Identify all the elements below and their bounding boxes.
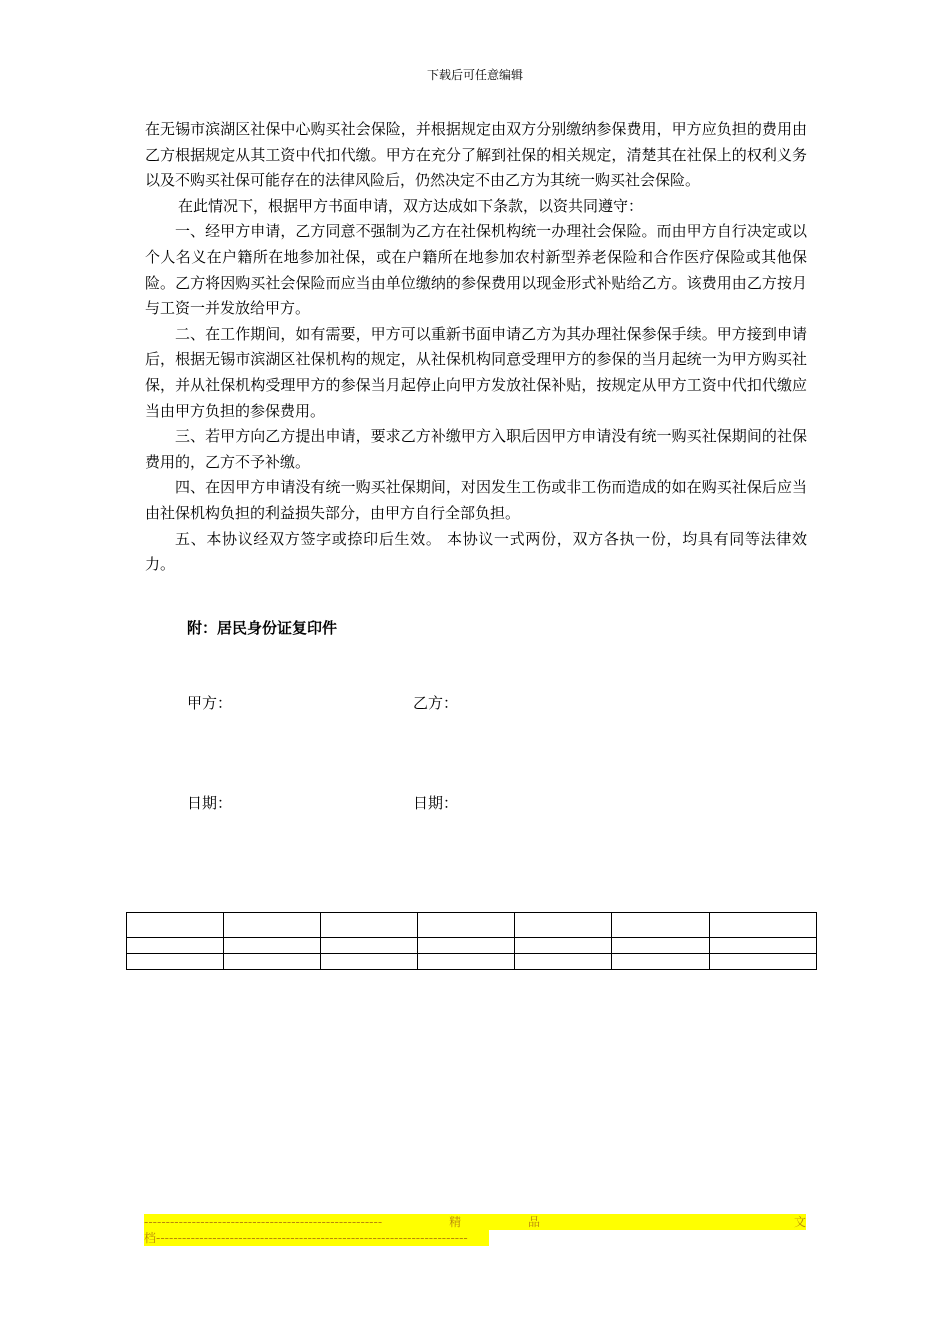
footer-word-2: 品 [528,1215,541,1229]
table-cell [612,913,710,938]
table-cell [418,938,515,954]
party-b-label: 乙方： [413,694,459,712]
table-row [127,913,817,938]
table-cell [515,938,612,954]
table-cell [224,938,321,954]
table-cell [127,954,224,970]
header-note: 下载后可任意编辑 [426,68,523,82]
clause-5: 五、本协议经双方签字或捺印后生效。 本协议一式两份，双方各执一份，均具有同等法律效力。 [145,529,807,574]
table-cell [127,938,224,954]
clause-3: 三、若甲方向乙方提出申请，要求乙方补缴甲方入职后因甲方申请没有统一购买社保期间的社保费用的，乙方不予补缴。 [145,427,807,471]
footer-word-3: 文 [793,1215,806,1229]
table-cell [612,954,710,970]
table-cell [515,954,612,970]
clause-1: 一、经甲方申请，乙方同意不强制为乙方在社保机构统一办理社会保险。而由甲方自行决定或以个人名义在户籍所在地参加社保，或在户籍所在地参加农村新型养老保险和合作医疗保险或其他保险。乙方将因购买社会保险而应当由单位缴纳的参保费用以现金形式补贴给乙方。该费用由乙方按月与工资一并发放给甲方。 [145,222,807,318]
footer-word-1: 精 [449,1215,462,1229]
table-cell [612,938,710,954]
footer-dashes: ------------------------------------------------------- [144,1215,383,1229]
table-cell [515,913,612,938]
table-cell [710,954,817,970]
table-cell [710,913,817,938]
attachment-note: 附：居民身份证复印件 [187,619,338,637]
table-cell [224,954,321,970]
footer-spacer [607,1214,727,1230]
table-cell [418,913,515,938]
table-cell [127,913,224,938]
agreement-body [145,117,807,578]
clause-2: 二、在工作期间，如有需要，甲方可以重新书面申请乙方为其办理社保参保手续。甲方接到申请后，根据无锡市滨湖区社保机构的规定，从社保机构同意受理甲方的参保的当月起统一为甲方购买社保，并从社保机构受理甲方的参保当月起停止向甲方发放社保补贴，按规定从甲方工资中代扣代缴应当由甲方负担的参保费用。 [145,324,807,420]
table-row [127,954,817,970]
table-cell [224,913,321,938]
empty-table [126,912,817,970]
clause-4: 四、在因甲方申请没有统一购买社保期间，对因发生工伤或非工伤而造成的如在购买社保后应当由社保机构负担的利益损失部分，由甲方自行全部负担。 [145,478,807,522]
date-b-label: 日期： [413,794,459,812]
paragraph-intro: 在无锡市滨湖区社保中心购买社会保险，并根据规定由双方分别缴纳参保费用，甲方应负担的费用由乙方根据规定从其工资中代扣代缴。甲方在充分了解到社保的相关规定，清楚其在社保上的权利义务以及不购买社保可能存在的法律风险后，仍然决定不由乙方为其统一购买社会保险。 [145,120,807,190]
party-a-label: 甲方： [187,694,233,712]
footer-watermark [144,1214,806,1250]
table-cell [418,954,515,970]
table-row [127,938,817,954]
date-a-label: 日期： [187,794,233,812]
table-cell [321,954,418,970]
footer-line-2: 档------------------------------------------------------------------------ [144,1230,489,1246]
table-cell [321,938,418,954]
table-cell [321,913,418,938]
footer-line-1 [144,1214,806,1230]
paragraph-preamble: 在此情况下，根据甲方书面申请，双方达成如下条款，以资共同遵守： [178,196,644,215]
table-cell [710,938,817,954]
